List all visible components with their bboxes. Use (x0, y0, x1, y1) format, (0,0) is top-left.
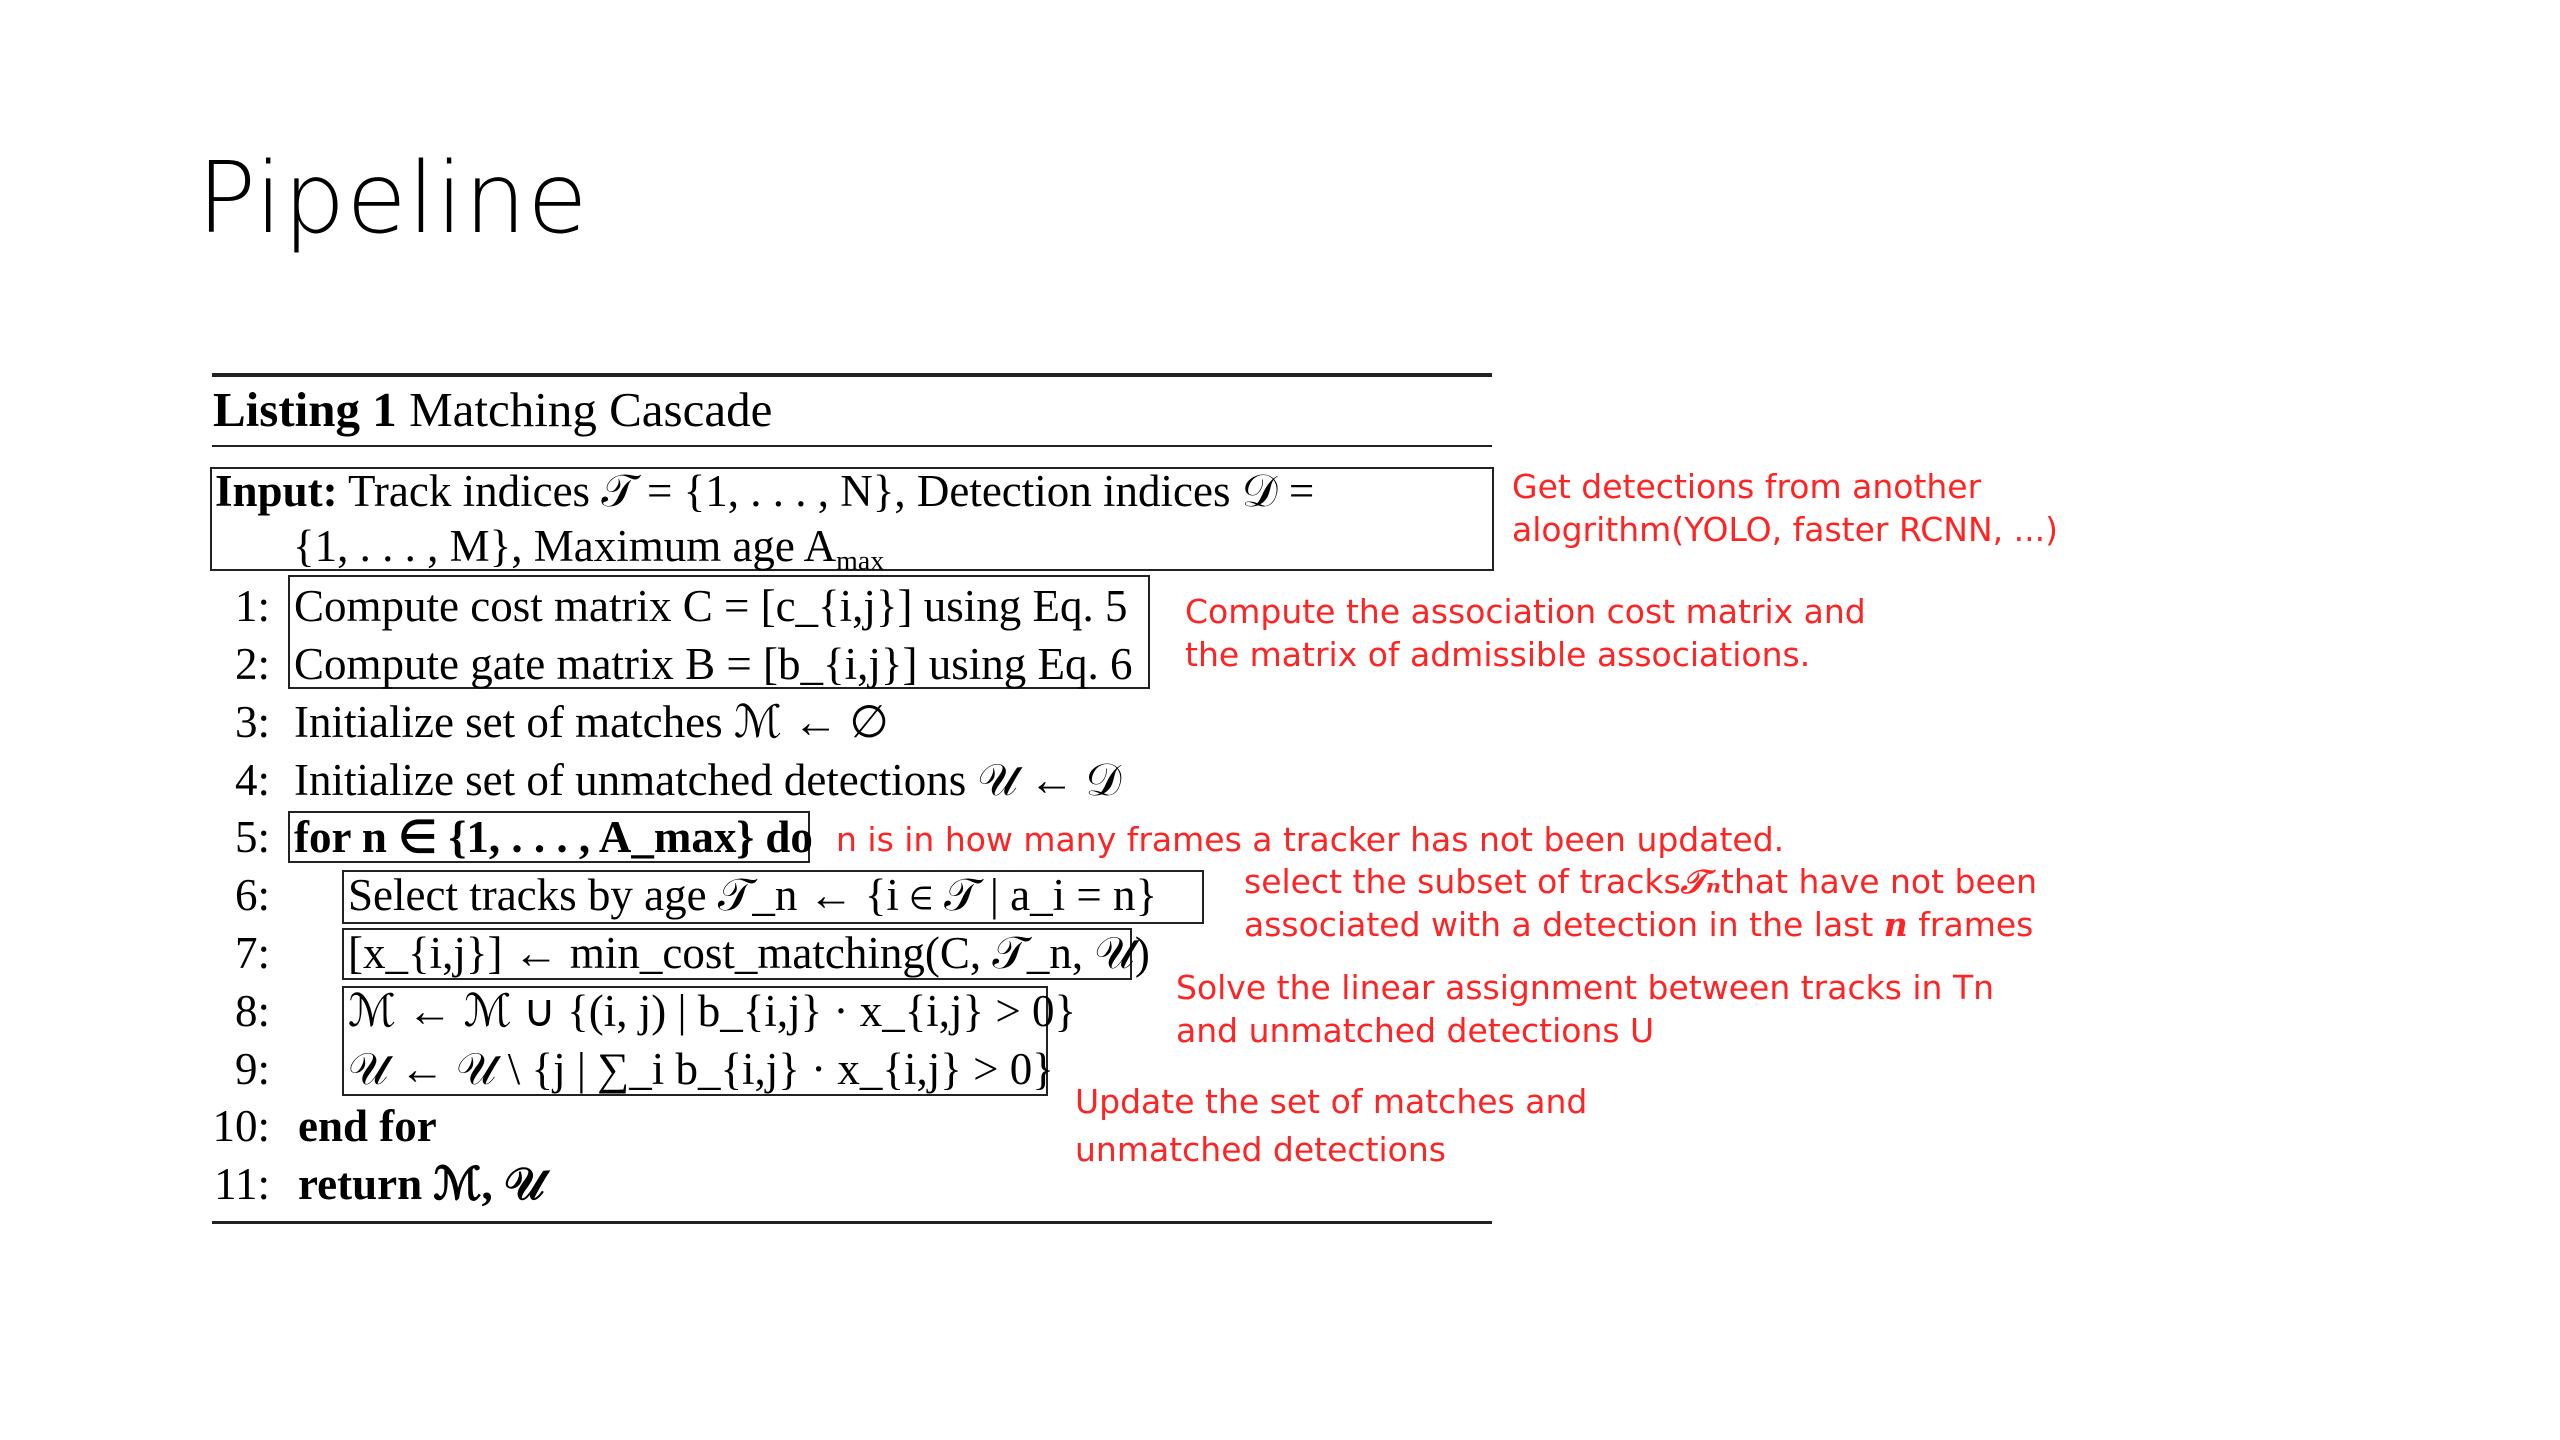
annotation-input (1512, 465, 2058, 551)
step-end-for: end for (298, 1101, 437, 1151)
step-compute-cost: Compute cost matrix C = [c_{i,j}] using Eq. 5 (294, 581, 1128, 631)
step-init-matches: Initialize set of matches ℳ ← ∅ (294, 697, 889, 747)
step-min-cost-matching: [x_{i,j}] ← min_cost_matching(C, 𝒯_n, 𝒰) (348, 928, 1150, 978)
input-text-2: {1, . . . , M}, Maximum age A (293, 521, 837, 571)
input-line-2 (293, 518, 885, 577)
line-number: 11: (214, 1159, 270, 1209)
input-text-2-sub: max (836, 545, 885, 577)
step-update-matches: ℳ ← ℳ ∪ {(i, j) | b_{i,j} · x_{i,j} > 0} (348, 986, 1077, 1036)
annotation-select-line1-a: select the subset of tracks (1244, 862, 1681, 901)
line-number: 6: (234, 870, 270, 920)
annotation-cost-line1: Compute the association cost matrix and (1185, 592, 1866, 631)
annotation-update (1075, 1078, 1587, 1174)
listing-bottom-rule (212, 1221, 1492, 1224)
annotation-solve (1176, 966, 1994, 1052)
listing-caption (213, 380, 772, 440)
step-init-unmatched: Initialize set of unmatched detections 𝒰 ← 𝒟 (294, 755, 1122, 805)
listing-caption-label: Listing 1 (213, 382, 397, 437)
annotation-select-line2-b: frames (1907, 905, 2034, 944)
input-label: Input: (215, 466, 338, 516)
annotation-select (1244, 860, 2037, 946)
step-return: return ℳ, 𝒰 (298, 1159, 545, 1209)
line-number: 1: (234, 581, 270, 631)
annotation-input-line1: Get detections from another (1512, 467, 1982, 506)
listing-caption-rule (212, 445, 1492, 447)
annotation-select-line2 (1244, 903, 2037, 946)
input-text-1: Track indices 𝒯 = {1, . . . , N}, Detection indices 𝒟 = (348, 466, 1315, 516)
annotation-update-line2: unmatched detections (1075, 1130, 1446, 1169)
line-number: 3: (234, 697, 270, 747)
annotation-select-line2-a: associated with a detection in the last (1244, 905, 1884, 944)
annotation-cost-line2: the matrix of admissible associations. (1185, 635, 1811, 674)
annotation-solve-line1: Solve the linear assignment between tracks in Tn (1176, 968, 1995, 1007)
annotation-input-line2: alogrithm(YOLO, faster RCNN, ...) (1512, 510, 2058, 549)
line-number: 2: (234, 639, 270, 689)
annotation-update-line1: Update the set of matches and (1075, 1082, 1588, 1121)
input-line-1 (215, 463, 1314, 519)
annotation-select-line1-b: that have not been (1721, 862, 2038, 901)
step-for-loop: for n ∈ {1, . . . , A_max} do (294, 812, 813, 862)
step-update-unmatched: 𝒰 ← 𝒰 \ {j | ∑_i b_{i,j} · x_{i,j} > 0} (348, 1044, 1054, 1094)
step-select-tracks: Select tracks by age 𝒯_n ← {i ∈ 𝒯 | a_i = n} (348, 870, 1158, 920)
line-number: 7: (234, 928, 270, 978)
step-compute-gate: Compute gate matrix B = [b_{i,j}] using Eq. 6 (294, 639, 1133, 689)
line-number: 8: (234, 986, 270, 1036)
listing-caption-text: Matching Cascade (409, 382, 773, 437)
slide-title: Pipeline (197, 142, 589, 256)
annotation-loop: n is in how many frames a tracker has not been updated. (836, 820, 1785, 859)
listing-top-rule (212, 373, 1492, 377)
annotation-solve-line2: and unmatched detections U (1176, 1011, 1655, 1050)
line-number: 5: (234, 812, 270, 862)
line-number: 4: (234, 755, 270, 805)
line-number: 9: (234, 1044, 270, 1094)
annotation-select-tn-symbol: 𝒯ₙ (1680, 862, 1722, 901)
annotation-cost (1185, 590, 1866, 676)
annotation-select-n-symbol: n (1883, 905, 1908, 944)
line-number: 10: (212, 1101, 270, 1151)
annotation-select-line1 (1244, 860, 2037, 903)
